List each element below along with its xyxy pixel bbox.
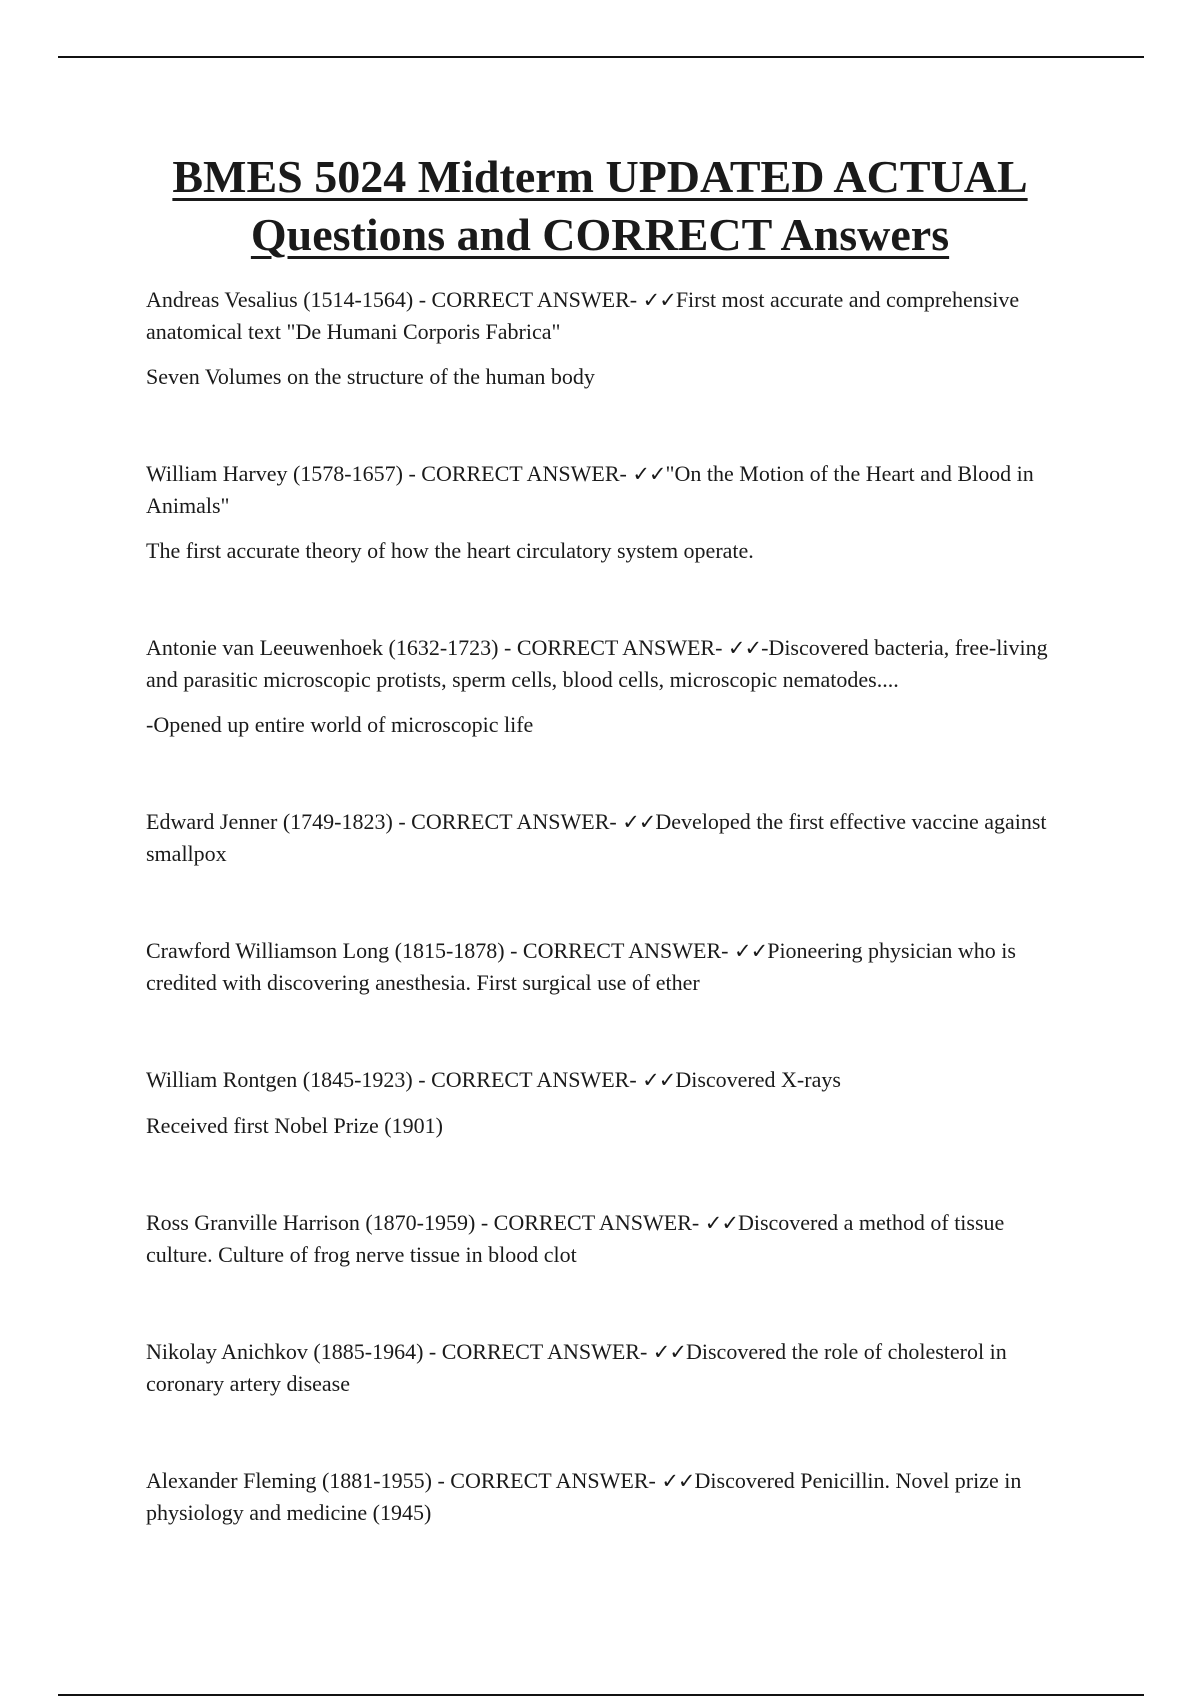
answer: First most accurate and comprehensive anatomical text "De Humani Corporis Fabrica": [146, 287, 1020, 344]
qa-note: The first accurate theory of how the heart circulatory system operate.: [146, 538, 754, 563]
double-check-icon: ✓✓: [622, 810, 656, 834]
qa-entry: [146, 632, 1056, 740]
double-check-icon: ✓✓: [652, 1340, 686, 1364]
double-check-icon: ✓✓: [642, 1068, 676, 1092]
term: William Rontgen (1845-1923): [146, 1067, 413, 1092]
title-line-2: Questions and CORRECT Answers: [250, 209, 950, 260]
term: Nikolay Anichkov (1885-1964): [146, 1339, 424, 1364]
title-line-1: BMES 5024 Midterm UPDATED ACTUAL: [172, 151, 1028, 202]
qa-question: [146, 1336, 1056, 1399]
term: William Harvey (1578-1657): [146, 461, 403, 486]
qa-entry: [146, 458, 1056, 566]
qa-note: Seven Volumes on the structure of the human body: [146, 364, 595, 389]
answer-tag: - CORRECT ANSWER-: [402, 461, 633, 486]
answer-tag: - CORRECT ANSWER-: [412, 1067, 643, 1092]
answer: -Discovered bacteria, free-living and parasitic microscopic protists, sperm cells, blood cells, microscopic nematodes....: [146, 635, 1048, 692]
term: Crawford Williamson Long (1815-1878): [146, 938, 505, 963]
answer-tag: - CORRECT ANSWER-: [504, 938, 734, 963]
answer-tag: - CORRECT ANSWER-: [498, 635, 728, 660]
qa-question: [146, 935, 1056, 998]
answer: Pioneering physician who is credited with discovering anesthesia. First surgical use of ether: [146, 938, 1016, 995]
bottom-rule: [58, 1694, 1144, 1696]
answer: Developed the first effective vaccine against smallpox: [146, 809, 1047, 866]
qa-entry: [146, 1465, 1056, 1528]
term: Antonie van Leeuwenhoek (1632-1723): [146, 635, 499, 660]
term: Andreas Vesalius (1514-1564): [146, 287, 414, 312]
qa-question: [146, 1465, 1056, 1528]
answer-tag: - CORRECT ANSWER-: [475, 1210, 705, 1235]
qa-entry: [146, 806, 1056, 869]
double-check-icon: ✓✓: [704, 1211, 738, 1235]
answer: Discovered a method of tissue culture. Culture of frog nerve tissue in blood clot: [146, 1210, 1005, 1267]
qa-entry: [146, 935, 1056, 998]
answer: Discovered the role of cholesterol in coronary artery disease: [146, 1339, 1007, 1396]
qa-note: -Opened up entire world of microscopic life: [146, 712, 534, 737]
qa-entry: [146, 1207, 1056, 1270]
answer: "On the Motion of the Heart and Blood in Animals": [146, 461, 1034, 518]
qa-question: [146, 458, 1056, 521]
qa-question: [146, 806, 1056, 869]
answer-tag: - CORRECT ANSWER-: [431, 1468, 662, 1493]
qa-question: [146, 632, 1056, 695]
qa-question: [146, 1207, 1056, 1270]
document-title: [0, 148, 1200, 264]
top-rule: [58, 56, 1144, 58]
answer-tag: - CORRECT ANSWER-: [392, 809, 623, 834]
qa-list: [146, 284, 1056, 1594]
double-check-icon: ✓✓: [661, 1469, 695, 1493]
qa-note: Received first Nobel Prize (1901): [146, 1113, 443, 1138]
double-check-icon: ✓✓: [727, 636, 762, 660]
qa-question: [146, 1064, 1056, 1096]
qa-entry: [146, 1064, 1056, 1141]
qa-entry: [146, 1336, 1056, 1399]
qa-question: [146, 284, 1056, 347]
answer-tag: - CORRECT ANSWER-: [423, 1339, 653, 1364]
answer: Discovered Penicillin. Novel prize in physiology and medicine (1945): [146, 1468, 1022, 1525]
term: Alexander Fleming (1881-1955): [146, 1468, 432, 1493]
term: Ross Granville Harrison (1870-1959): [146, 1210, 476, 1235]
double-check-icon: ✓✓: [642, 288, 676, 312]
answer: Discovered X-rays: [675, 1067, 841, 1092]
answer-tag: - CORRECT ANSWER-: [413, 287, 643, 312]
term: Edward Jenner (1749-1823): [146, 809, 393, 834]
double-check-icon: ✓✓: [734, 939, 768, 963]
double-check-icon: ✓✓: [632, 462, 666, 486]
qa-entry: [146, 284, 1056, 392]
